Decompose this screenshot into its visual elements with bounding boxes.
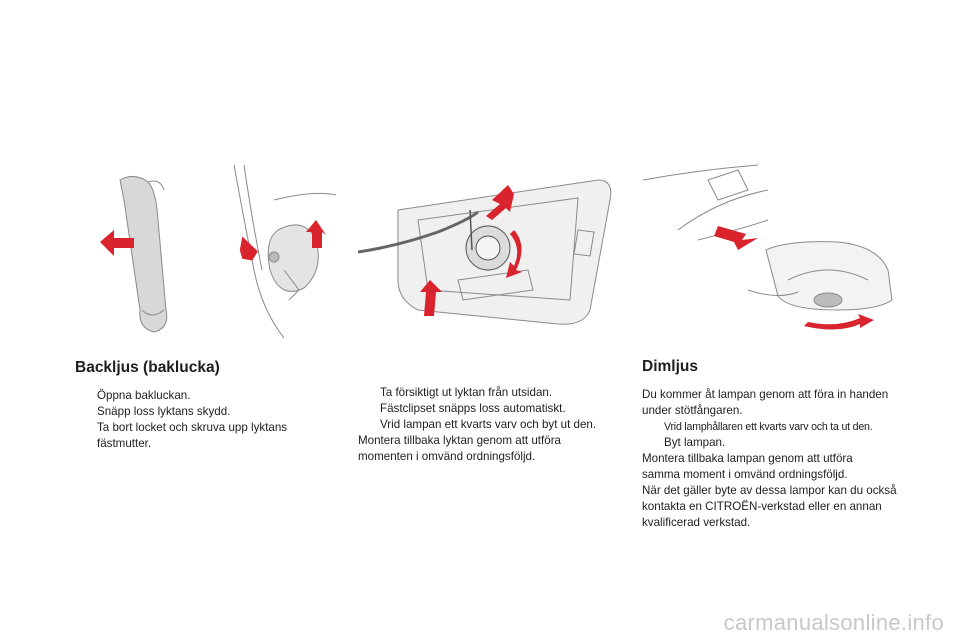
step-text: Ta försiktigt ut lyktan från utsidan. Fästclipset snäpps loss automatiskt. — [380, 386, 566, 415]
section-title-fog-light: Dimljus — [642, 358, 698, 375]
list-item — [358, 417, 623, 433]
watermark-text: carmanualsonline.info — [723, 610, 944, 635]
access-note: Du kommer åt lampan genom att föra in handen under stötfångaren. — [642, 388, 889, 417]
step-text: Ta bort locket och skruva upp lyktans fästmutter. — [97, 421, 288, 450]
rear-light-continued — [358, 385, 623, 465]
rear-light-drawing — [358, 180, 611, 324]
section-title-rear-light: Backljus (baklucka) — [75, 359, 220, 376]
rear-light-section — [75, 358, 325, 452]
list-item — [75, 404, 325, 420]
illustration-tailgate-cover — [94, 160, 336, 340]
list-item — [642, 435, 912, 451]
tailgate-panel-drawing — [120, 165, 336, 338]
reassembly-note: Montera tillbaka lampan genom att utföra samma moment i omvänd ordningsföljd. — [642, 452, 853, 481]
step-text: Öppna bakluckan. — [97, 389, 191, 402]
step-text: Snäpp loss lyktans skydd. — [97, 405, 231, 418]
step-text: Vrid lampan ett kvarts varv och byt ut den. — [380, 418, 597, 431]
fog-light-section — [642, 357, 912, 531]
bumper-drawing — [643, 165, 892, 310]
list-item — [358, 385, 600, 417]
list-item — [642, 419, 912, 435]
reassembly-note: Montera tillbaka lyktan genom att utföra momenten i omvänd ordningsföljd. — [358, 434, 561, 463]
list-item — [75, 420, 312, 452]
step-text: Vrid lamphållaren ett kvarts varv och ta ut den. — [664, 421, 873, 433]
illustration-rear-light-removal — [358, 160, 620, 340]
list-item — [75, 388, 325, 404]
workshop-note: När det gäller byte av dessa lampor kan du också kontakta en CITROËN-verkstad eller en annan kvalificerad verkstad. — [642, 484, 897, 529]
illustration-fog-light — [638, 160, 908, 340]
step-text: Byt lampan. — [664, 436, 726, 449]
